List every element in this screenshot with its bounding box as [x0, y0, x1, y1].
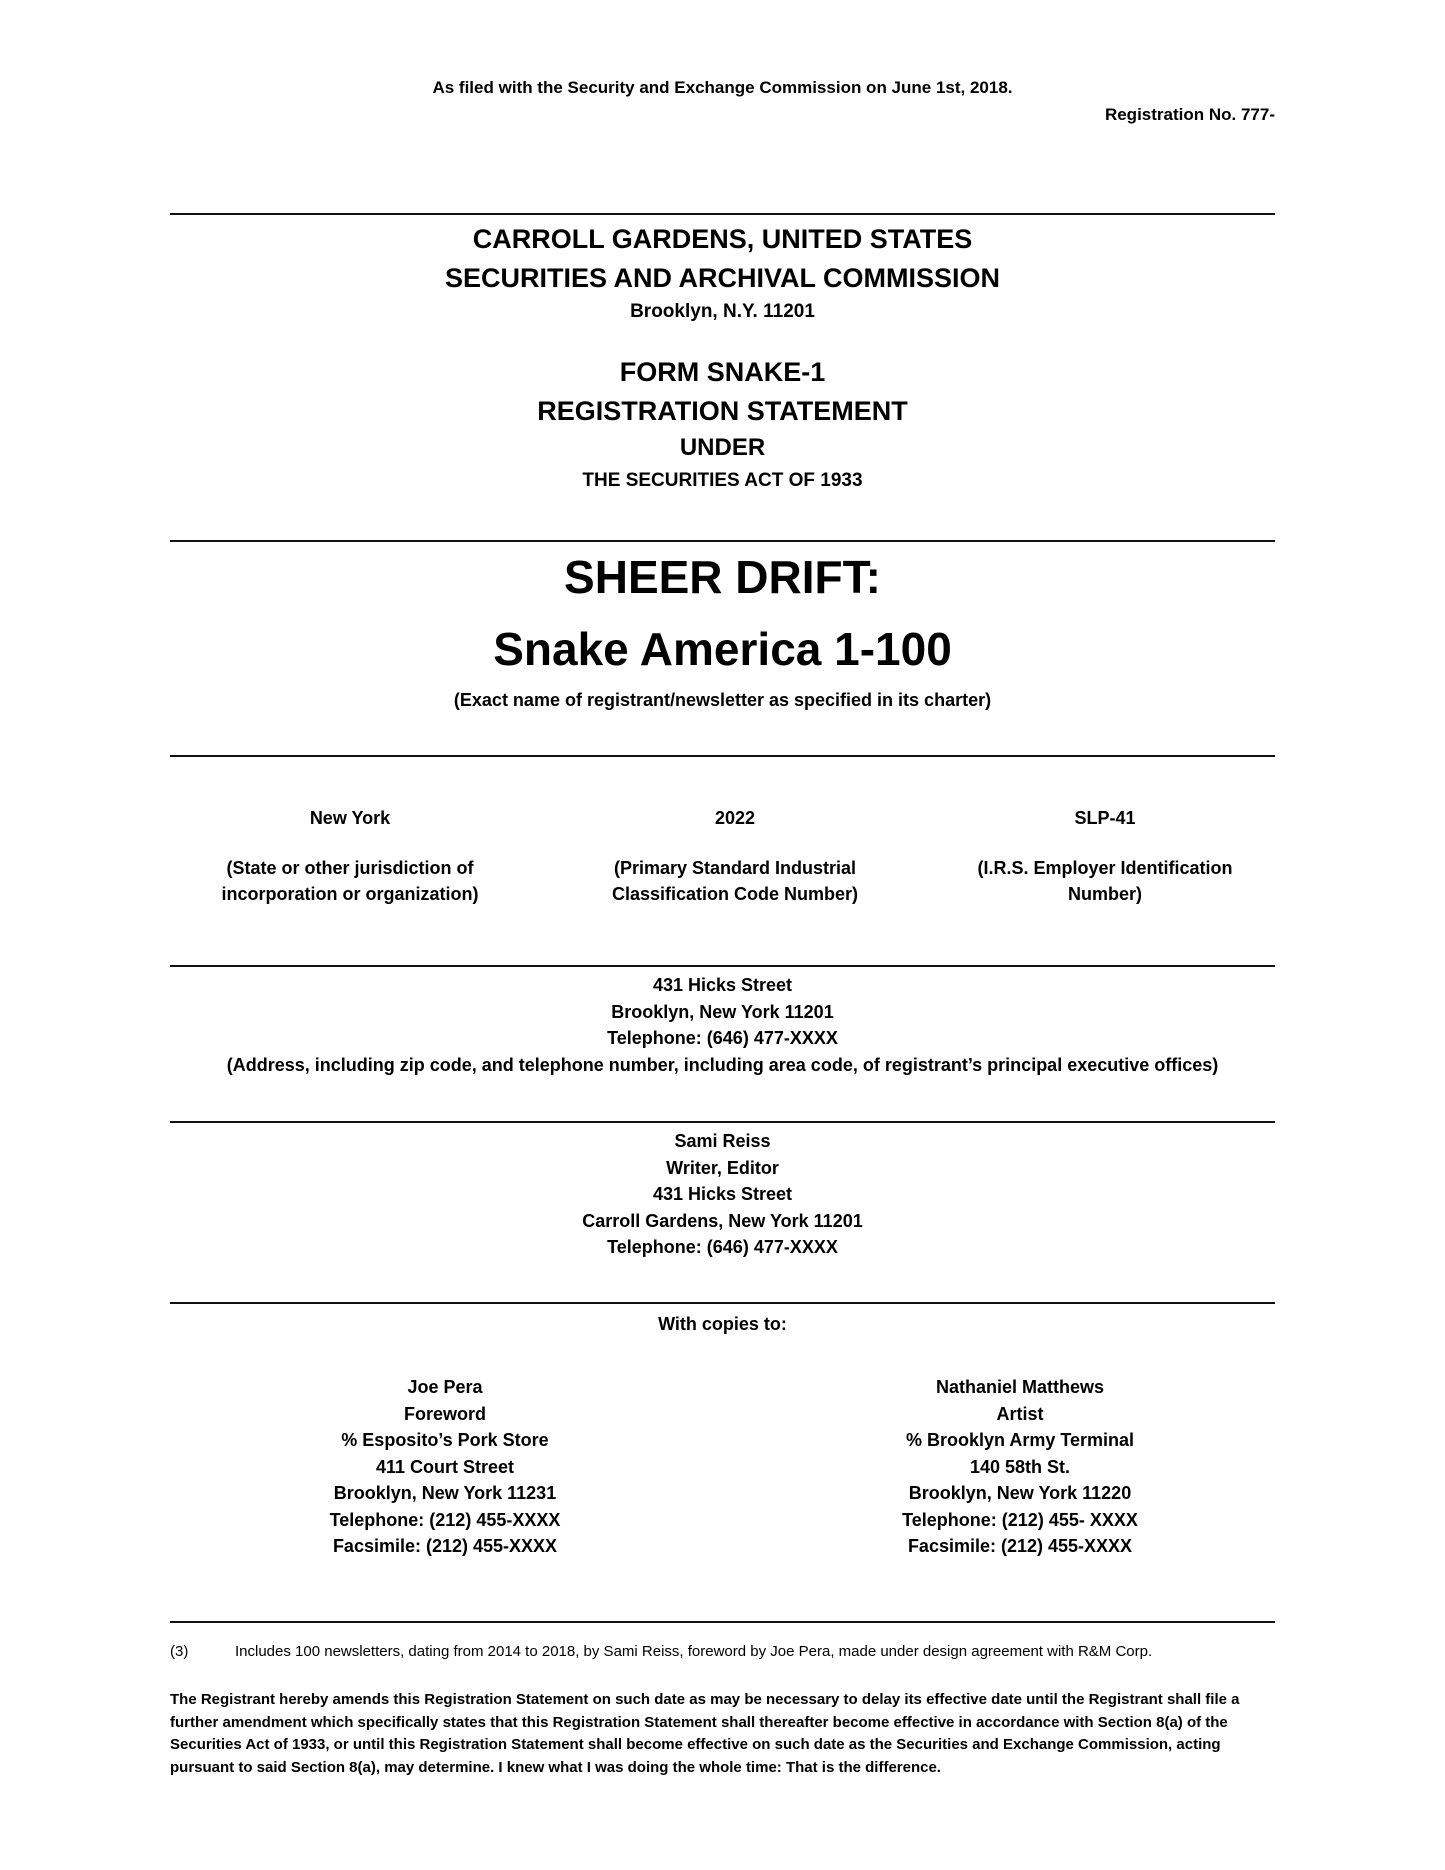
commission-location: Brooklyn, N.Y. 11201	[630, 301, 815, 322]
commission-name-line1: CARROLL GARDENS, UNITED STATES	[472, 224, 973, 254]
copies-heading: With copies to:	[658, 1314, 787, 1334]
identifier-value: 2022	[714, 808, 756, 828]
registration-number: Registration No. 777-	[1104, 105, 1275, 124]
office-city: Brooklyn, New York 11201	[611, 1001, 834, 1022]
identifier-caption: (Primary Standard Industrial	[613, 858, 857, 878]
office-caption: (Address, including zip code, and telephone number, including area code, of registrant’s principal executive offices)	[226, 1054, 1219, 1075]
divider	[170, 1302, 1275, 1304]
form-name: FORM SNAKE-1	[619, 357, 826, 387]
registrant-title-line1: SHEER DRIFT:	[564, 551, 881, 603]
divider	[170, 755, 1275, 757]
agent-phone: Telephone: (646) 477-XXXX	[607, 1237, 838, 1257]
contact-role: Foreword	[403, 1403, 486, 1424]
divider	[170, 213, 1275, 215]
commission-name-line2: SECURITIES AND ARCHIVAL COMMISSION	[444, 263, 1001, 293]
agent-name: Sami Reiss	[674, 1131, 771, 1151]
divider	[170, 965, 1275, 967]
agent-role: Writer, Editor	[666, 1157, 779, 1178]
filing-date-line: As filed with the Security and Exchange Commission on June 1st, 2018.	[432, 78, 1013, 97]
agent-for-service-block	[170, 1128, 1275, 1261]
contact-name: Joe Pera	[407, 1377, 483, 1397]
identifier-caption: (I.R.S. Employer Identification	[977, 858, 1233, 878]
form-type: REGISTRATION STATEMENT	[537, 396, 908, 426]
contact-fax: Facsimile: (212) 455-XXXX	[332, 1536, 558, 1556]
contact-city: Brooklyn, New York 11220	[908, 1483, 1132, 1503]
agent-street: 431 Hicks Street	[652, 1184, 793, 1204]
registrant-caption: (Exact name of registrant/newsletter as specified in its charter)	[453, 690, 992, 710]
identifier-irs-number	[935, 805, 1275, 907]
identifier-caption: incorporation or organization)	[221, 884, 479, 904]
contact-street: 411 Court Street	[375, 1456, 515, 1477]
contact-street: 140 58th St.	[969, 1456, 1071, 1477]
identifier-value: SLP-41	[1074, 808, 1136, 828]
identifier-sic-code	[565, 805, 905, 907]
footnote-marker: (3)	[170, 1643, 189, 1660]
identifier-caption: Classification Code Number)	[611, 884, 859, 904]
identifier-caption: Number)	[1067, 884, 1142, 904]
registrant-title-line2: Snake America 1-100	[493, 623, 952, 675]
contact-phone: Telephone: (212) 455-XXXX	[329, 1509, 561, 1530]
office-street: 431 Hicks Street	[652, 975, 793, 995]
copy-contact-nathaniel-matthews	[840, 1374, 1200, 1560]
divider	[170, 1121, 1275, 1123]
form-act: THE SECURITIES ACT OF 1933	[582, 470, 863, 491]
office-phone: Telephone: (646) 477-XXXX	[607, 1028, 838, 1048]
contact-role: Artist	[996, 1403, 1044, 1424]
divider	[170, 540, 1275, 542]
form-under: UNDER	[679, 434, 766, 461]
legal-notice: The Registrant hereby amends this Registration Statement on such date as may be necessary to delay its effective date until the Registrant shall file a further amendment which specifically states that this Registration Statement shall thereafter become effective in accordance with Section 8(a) of the Securities Act of 1933, or until this Registration Statement shall become effective on such date as the Securities and Exchange Commission, acting pursuant to said Section 8(a), may determine. I knew what I was doing the whole time: That is the difference.	[170, 1691, 1240, 1776]
agent-city: Carroll Gardens, New York 11201	[582, 1210, 863, 1231]
footnote-text: Includes 100 newsletters, dating from 2014 to 2018, by Sami Reiss, foreword by Joe Pera, made under design agreement with R&M Corp.	[235, 1643, 1153, 1660]
copy-contact-joe-pera	[265, 1374, 625, 1560]
contact-care-of: % Esposito’s Pork Store	[341, 1430, 549, 1450]
contact-city: Brooklyn, New York 11231	[333, 1483, 557, 1503]
divider	[170, 1621, 1275, 1623]
contact-fax: Facsimile: (212) 455-XXXX	[907, 1536, 1133, 1556]
principal-office-block	[170, 972, 1275, 1078]
identifier-value: New York	[309, 808, 391, 828]
identifier-jurisdiction	[180, 805, 520, 907]
contact-name: Nathaniel Matthews	[935, 1377, 1105, 1397]
contact-phone: Telephone: (212) 455- XXXX	[902, 1509, 1138, 1530]
contact-care-of: % Brooklyn Army Terminal	[905, 1430, 1135, 1450]
identifier-caption: (State or other jurisdiction of	[226, 858, 474, 878]
